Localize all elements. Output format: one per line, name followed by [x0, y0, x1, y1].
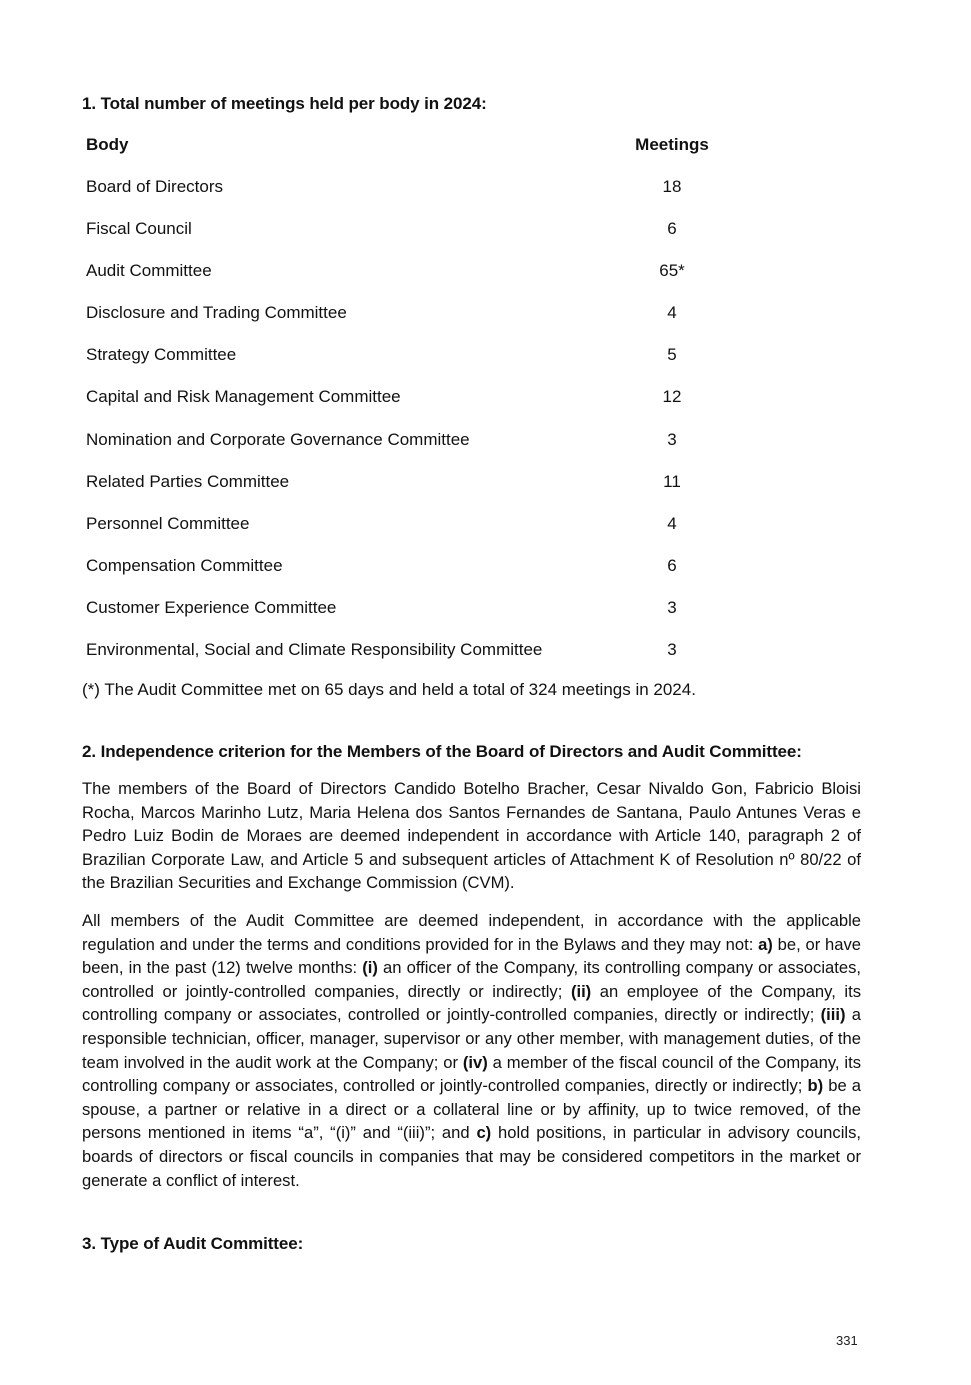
audit-committee-independence-paragraph [82, 909, 861, 1192]
meetings-count: 6 [667, 219, 677, 238]
text-run: an employee of the Company, its controlling company or associates, controlled or jointly-controlled companies, directly or indirectly; [82, 981, 862, 1025]
body-name: Compensation Committee [86, 556, 283, 575]
item-marker-a: a) [758, 934, 773, 954]
table-row [86, 303, 786, 327]
body-name: Capital and Risk Management Committee [86, 387, 401, 406]
table-row [86, 598, 786, 622]
text-run: a responsible technician, officer, manager, supervisor or any other member, with management duties, of the team involved in the audit work at the Company; or [82, 1005, 862, 1072]
meetings-count: 4 [667, 303, 677, 322]
item-marker-iii: (iii) [820, 1005, 846, 1025]
meetings-count: 65* [659, 261, 685, 280]
page-number: 331 [836, 1333, 858, 1348]
body-name: Related Parties Committee [86, 472, 290, 491]
meetings-count: 3 [667, 640, 677, 659]
section-2-heading: 2. Independence criterion for the Members of the Board of Directors and Audit Committee: [82, 742, 802, 761]
table-row [86, 430, 786, 454]
body-name: Disclosure and Trading Committee [86, 303, 347, 322]
body-name: Strategy Committee [86, 345, 237, 364]
board-independence-paragraph: The members of the Board of Directors Candido Botelho Bracher, Cesar Nivaldo Gon, Fabricio Bloisi Rocha, Marcos Marinho Lutz, Maria Helena dos Santos Fernandes de Santana, Paulo Antunes Veras e Pedro Luiz Bodin de Moraes are deemed independent in accordance with Article 140, paragraph 2 of Brazilian Corporate Law, and Article 5 and subsequent articles of Attachment K of Resolution nº 80/22 of the Brazilian Securities and Exchange Commission (CVM). [82, 779, 861, 893]
body-name: Nomination and Corporate Governance Committee [86, 430, 470, 449]
body-name: Environmental, Social and Climate Responsibility Committee [86, 640, 543, 659]
meetings-count: 12 [662, 387, 682, 406]
item-marker-c: c) [476, 1123, 492, 1143]
meetings-count: 6 [667, 556, 677, 575]
meetings-count: 3 [667, 598, 677, 617]
table-row [86, 219, 786, 243]
section-1-heading: 1. Total number of meetings held per body in 2024: [82, 94, 487, 113]
column-header-body: Body [86, 135, 129, 154]
item-marker-i: (i) [362, 958, 378, 978]
item-marker-b: b) [807, 1076, 824, 1096]
item-marker-ii: (ii) [570, 981, 592, 1001]
text-run: All members of the Audit Committee are deemed independent, in accordance with the applicable regulation and under the terms and conditions provided for in the Bylaws and they may not: [82, 911, 861, 954]
body-name: Personnel Committee [86, 514, 250, 533]
table-row [86, 640, 786, 664]
meetings-count: 4 [667, 514, 677, 533]
table-row [86, 177, 786, 201]
body-name: Customer Experience Committee [86, 598, 337, 617]
text-run: a member of the fiscal council of the Company, its controlling company or associates, controlled or jointly-controlled companies, directly or indirectly; [82, 1052, 861, 1096]
column-header-meetings: Meetings [635, 135, 709, 154]
table-row [86, 556, 786, 580]
body-name: Board of Directors [86, 177, 223, 196]
text-run: an officer of the Company, its controlling company or associates, controlled or jointly-controlled companies, directly or indirectly; [82, 958, 861, 1001]
section-3-heading: 3. Type of Audit Committee: [82, 1234, 304, 1253]
meetings-count: 3 [667, 430, 677, 449]
table-row [86, 472, 786, 496]
body-name: Audit Committee [86, 261, 212, 280]
table-header-row [86, 135, 786, 159]
table-row [86, 514, 786, 538]
body-name: Fiscal Council [86, 219, 192, 238]
table-row [86, 387, 786, 411]
meetings-count: 18 [662, 177, 682, 196]
meetings-count: 5 [667, 345, 677, 364]
table-row [86, 261, 786, 285]
audit-committee-footnote: (*) The Audit Committee met on 65 days and held a total of 324 meetings in 2024. [82, 680, 696, 699]
text-run: hold positions, in particular in advisory councils, boards of directors or fiscal councils in companies that may be considered competitors in the market or generate a conflict of interest. [82, 1123, 861, 1190]
table-row [86, 345, 786, 369]
item-marker-iv: (iv) [462, 1052, 488, 1072]
meetings-count: 11 [663, 472, 681, 491]
text-run: be, or have been, in the past (12) twelve months: [82, 934, 861, 978]
text-run: be a spouse, a partner or relative in a direct or a collateral line or by affinity, up to twice removed, of the persons mentioned in items “a”, “(i)” and “(iii)”; and [82, 1076, 861, 1143]
